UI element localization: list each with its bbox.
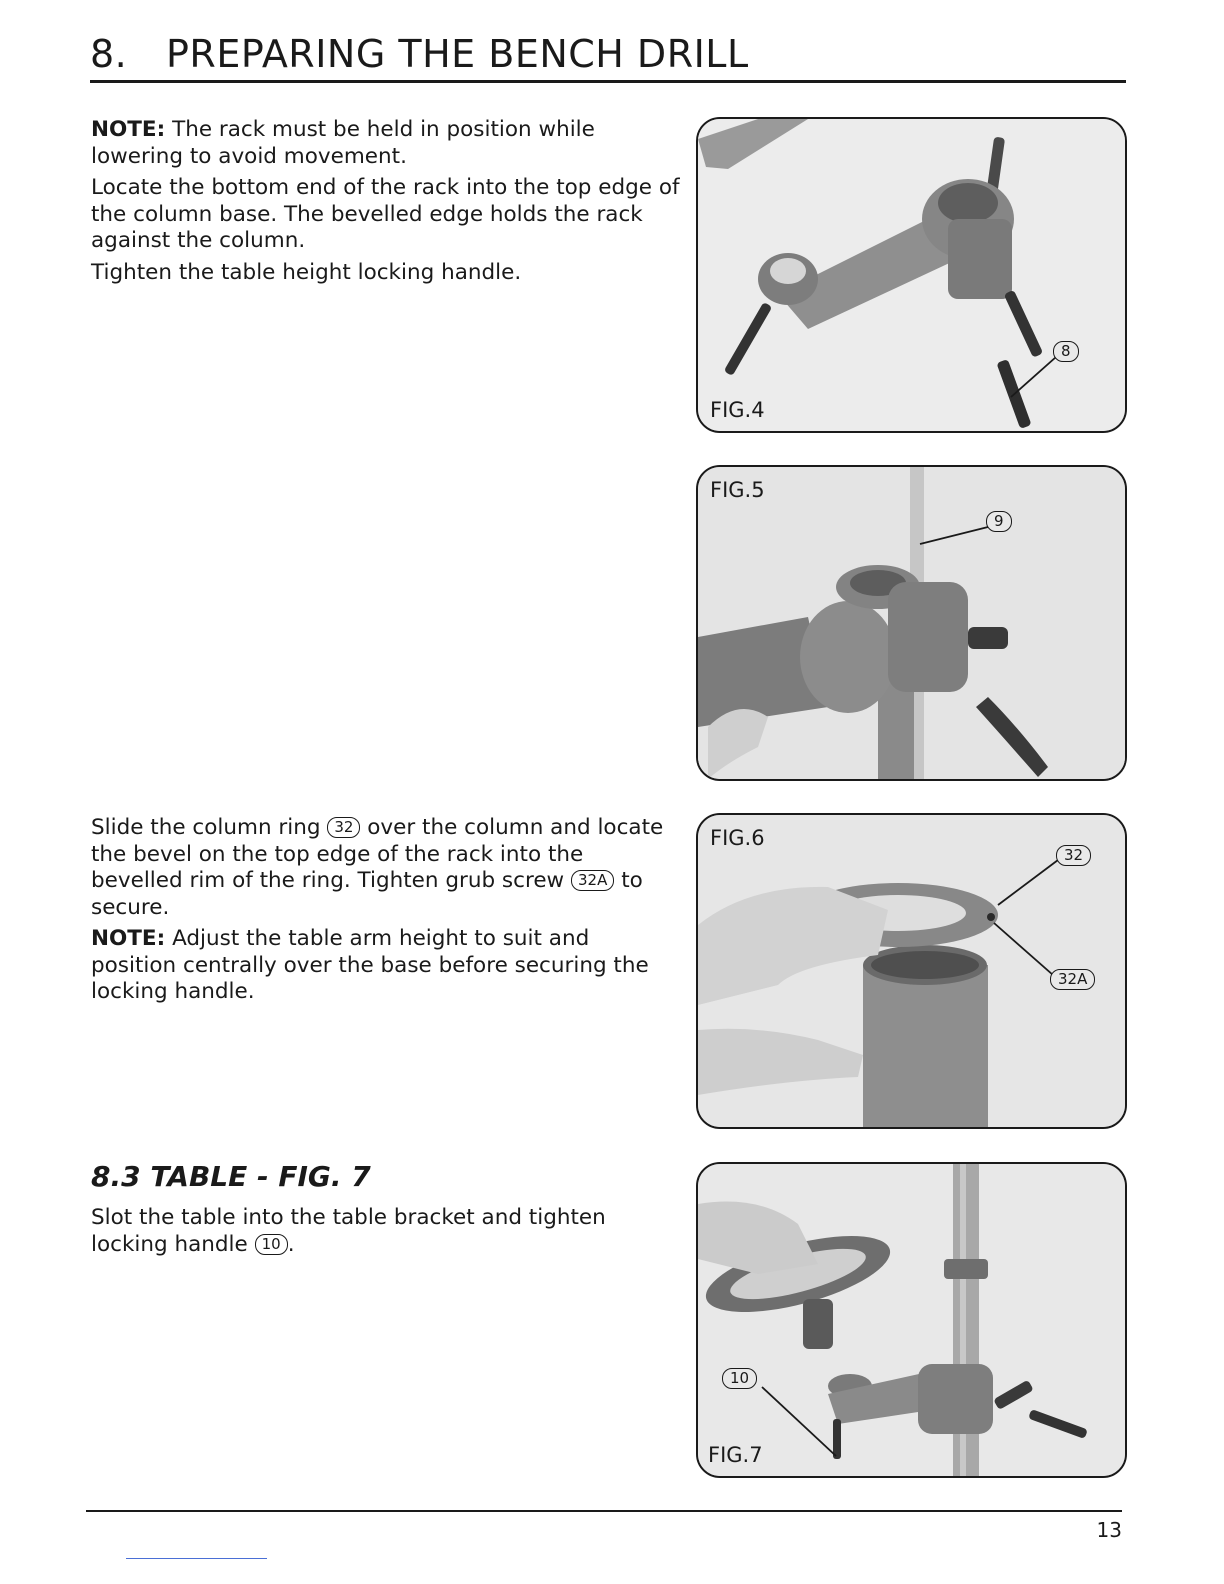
figure-5 xyxy=(696,465,1127,781)
callout-ref-10: 10 xyxy=(255,1234,288,1255)
figure-4 xyxy=(696,117,1127,433)
figure-7-callout: 10 xyxy=(722,1368,757,1389)
section-number: 8. xyxy=(90,32,128,76)
text-span: over the column and locate the bevel on the top edge of the rack into the bevelled rim of the ring. Tighten grub screw xyxy=(91,815,664,893)
figure-5-label: FIG.5 xyxy=(710,478,765,502)
link-underline xyxy=(126,1558,267,1559)
text-block-rack xyxy=(91,117,681,291)
figure-6-label: FIG.6 xyxy=(710,826,765,850)
page-number: 13 xyxy=(1096,1518,1122,1542)
text-span: to secure. xyxy=(91,868,643,920)
note-paragraph xyxy=(91,926,681,1006)
figure-7-label: FIG.7 xyxy=(708,1443,763,1467)
figure-4-callout: 8 xyxy=(1053,341,1079,362)
figure-6-callout-32a: 32A xyxy=(1050,969,1095,990)
text-span: Slide the column ring xyxy=(91,815,321,840)
text-block-table xyxy=(91,1205,681,1263)
paragraph: Tighten the table height locking handle. xyxy=(91,259,522,285)
callout-ref-32a: 32A xyxy=(571,870,614,891)
callout-ref-32: 32 xyxy=(327,817,360,838)
figure-7 xyxy=(696,1162,1127,1478)
note-text: Adjust the table arm height to suit and position centrally over the base before securing the locking handle. xyxy=(91,926,649,1004)
figure-4-photo xyxy=(698,119,1125,431)
figure-5-photo xyxy=(698,467,1125,779)
subsection-heading: 8.3 TABLE - FIG. 7 xyxy=(91,1160,371,1193)
paragraph: Locate the bottom end of the rack into the top edge of the column base. The bevelled edge holds the rack against the column. xyxy=(91,175,680,253)
note-label: NOTE: xyxy=(91,926,166,951)
figure-4-label: FIG.4 xyxy=(710,398,765,422)
text-block-column-ring xyxy=(91,815,681,1011)
paragraph xyxy=(91,1205,681,1258)
note-paragraph xyxy=(91,117,681,170)
footer-rule xyxy=(86,1510,1122,1512)
figure-6-callout-32: 32 xyxy=(1056,845,1091,866)
section-heading xyxy=(90,32,1126,83)
figure-5-callout: 9 xyxy=(986,511,1012,532)
section-title: PREPARING THE BENCH DRILL xyxy=(166,32,749,76)
figure-6 xyxy=(696,813,1127,1129)
note-label: NOTE: xyxy=(91,117,166,142)
figure-7-photo xyxy=(698,1164,1125,1476)
text-span: . xyxy=(287,1231,295,1257)
note-text: The rack must be held in position while lowering to avoid movement. xyxy=(91,117,595,169)
text-span: Slot the table into the table bracket and tighten locking handle xyxy=(91,1205,606,1257)
paragraph xyxy=(91,815,681,921)
